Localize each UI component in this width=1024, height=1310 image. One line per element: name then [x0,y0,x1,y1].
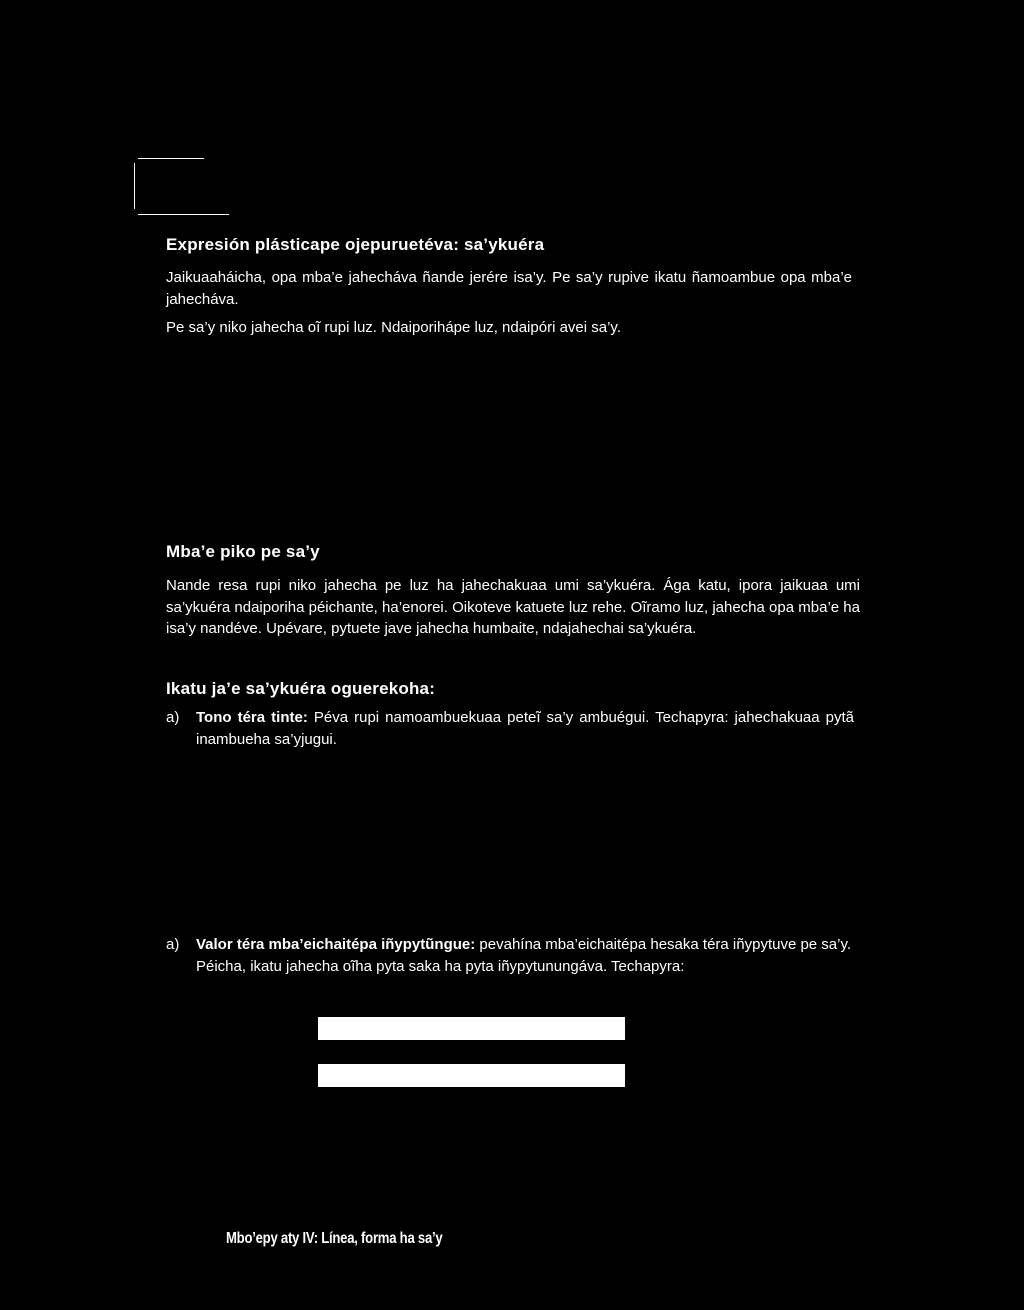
definition-valor: pevahína mba’eichaitépa hesaka téra iñypytuve pe sa’y. Péicha, ikatu jahecha oĩha pyta saka ha pyta iñypytunungáva. Techapyra: [196,936,852,975]
example-bar-light [318,1017,625,1040]
term-valor: Valor téra mba’eichaitépa iñypytũngue: [196,936,476,953]
frame-left-rule [134,163,135,209]
definition-tono: Péva rupi namoambuekuaa peteĩ sa’y ambuégui. Techapyra: jahechakuaa pytã inambueha sa’yjugui. [196,709,855,748]
frame-top-rule [138,158,204,159]
list-item-tono [166,707,854,751]
term-tono: Tono téra tinte: [196,709,308,726]
list-marker: a) [166,709,180,726]
list-item-content [196,934,868,977]
paragraph-mbae-piko: Nande resa rupi niko jahecha pe luz ha jahechakuaa umi sa’ykuéra. Ága katu, ipora jaikuaa umi sa’ykuéra ndaiporiha péichante, ha’enorei. Oikoteve katuete luz rehe. Oĩramo luz, jahecha opa mba’e ha isa’y nandéve. Upévare, pytuete jave jahecha humbaite, ndajahechai sa’ykuéra. [166,577,860,637]
page-footer: Mbo’epy aty IV: Línea, forma ha sa’y [226,1230,443,1247]
list-item-valor [166,934,868,1000]
paragraph-luz: Pe sa’y niko jahecha oĩ rupi luz. Ndaiporiháp‌e luz, ndaipóri avei sa’y. [166,319,621,336]
section-title-mbae-piko: Mba’e piko pe sa’y [166,542,320,561]
list-marker: a) [166,936,180,953]
frame-bottom-rule [138,214,229,215]
example-bar-dark [318,1064,625,1087]
list-item-content [196,707,854,750]
section-title-expresion: Expresión plásticape ojepuruetéva: sa’ykuéra [166,235,545,254]
paragraph-intro: Jaikuaaháicha, opa mba’e jahecháva ñande jerére isa’y. Pe sa’y rupive ikatu ñamoambue opa mba’e jahecháva. [166,269,852,308]
section-title-ikatu-jae: Ikatu ja’e sa’ykuéra oguerekoha: [166,679,436,698]
